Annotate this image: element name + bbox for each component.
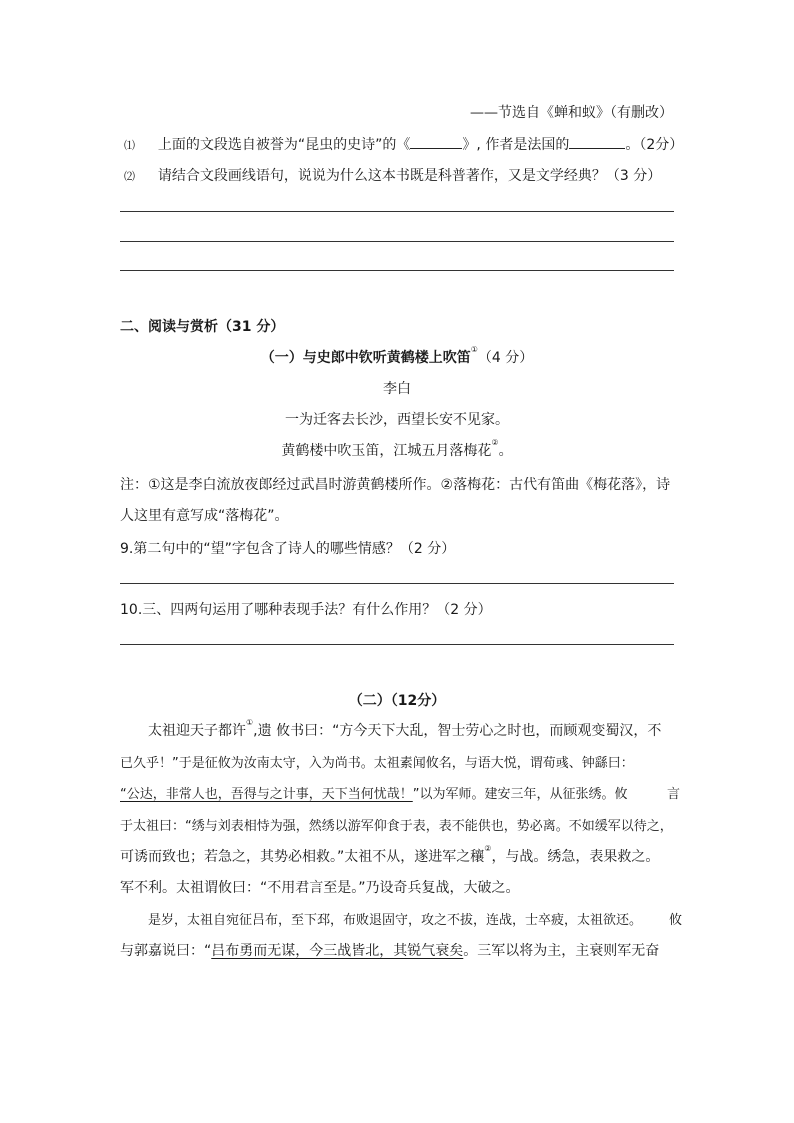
prose-p1-line-1 xyxy=(148,720,661,740)
question-2-text: 请结合文段画线语句，说说为什么这本书既是科普著作，又是文学经典？（3 分） xyxy=(157,168,662,184)
question-1-text-b: 》, 作者是法国的 xyxy=(462,137,570,153)
answer-blank-author[interactable] xyxy=(569,134,625,149)
prose-p1-l3-rest: ”以为军师。建安三年，从征张绣。攸 xyxy=(412,787,628,802)
question-2 xyxy=(124,165,661,185)
prose-footnote-2: ② xyxy=(484,844,492,853)
question-2-number: ⑵ xyxy=(124,170,135,183)
prose-p2-line-2 xyxy=(120,940,659,960)
prose-p1-l1-c: 攸书曰：“方今天下大乱，智士劳心之时也，而顾观变蜀汉，不 xyxy=(271,723,662,739)
prose-p2-l1-text: 是岁，太祖自宛征吕布，至下邳，布败退固守，攻之不拔，连战，士卒疲，太祖欲还。 xyxy=(148,913,643,928)
prose-p1-line-3 xyxy=(120,783,680,802)
answer-blank-book[interactable] xyxy=(410,134,462,149)
poem-line-1: 一为迁客去长沙，西望长安不见家。 xyxy=(285,412,509,428)
poem-title xyxy=(0,347,794,367)
poem-note-line-1: 注：①这是李白流放夜郎经过武昌时游黄鹤楼所作。②落梅花：古代有笛曲《梅花落》，诗 xyxy=(120,477,671,493)
source-citation xyxy=(470,102,673,122)
prose-underlined-quote-2: 吕布勇而无谋，今三战皆北，其锐气衰矣 xyxy=(211,943,464,959)
source-text: 节选自《蝉和蚁》（有删改） xyxy=(498,105,673,121)
answer-line-2[interactable] xyxy=(120,241,674,242)
question-10: 10.三、四两句运用了哪种表现手法？有什么作用？（2 分） xyxy=(120,602,492,618)
poem-score: （4 分） xyxy=(477,350,534,366)
prose-p2-line-1 xyxy=(148,909,682,928)
poem-line-2-footnote: ② xyxy=(491,438,499,447)
answer-line-3[interactable] xyxy=(120,270,674,271)
source-dash: —— xyxy=(470,105,498,121)
prose-p1-l5-text: 可诱而致也；若急之，其势必相救。”太祖不从，遂进军之穰 xyxy=(120,849,485,865)
prose-p1-l1-b: ,遗 xyxy=(253,723,272,739)
prose-p1-line-2: 已久乎！”于是征攸为汝南太守，入为尚书。太祖素闻攸名，与语大悦，谓荀彧、钟繇曰： xyxy=(120,756,634,771)
prose-p1-l1-a: 太祖迎天子都许 xyxy=(148,723,246,739)
poem-title-footnote: ① xyxy=(470,345,478,354)
prose-p2-l2-b: 。三军以将为主，主衰则军无奋 xyxy=(463,943,660,959)
prose-p1-line-6: 军不利。太祖谓攸曰：“不用君言至是。”乃设奇兵复战，大破之。 xyxy=(120,880,520,896)
answer-line-1[interactable] xyxy=(120,211,674,212)
poem-line-2 xyxy=(0,440,794,460)
prose-p1-l3-tail: 言 xyxy=(666,787,680,802)
question-1-text-a: 上面的文段选自被誉为“昆虫的史诗”的《 xyxy=(157,137,411,153)
poem-author: 李白 xyxy=(383,381,411,397)
poem-title-text: （一）与史郎中钦听黄鹤楼上吹笛 xyxy=(260,350,471,366)
prose-footnote-1: ① xyxy=(246,718,254,727)
poem-line-2-text: 黄鹤楼中吹玉笛，江城五月落梅花 xyxy=(281,443,492,459)
prose-p1-line-5 xyxy=(120,846,659,866)
prose-p1-line-4: 于太祖曰：“绣与刘表相恃为强，然绣以游军仰食于表，表不能供也，势必离。不如缓军以待之， xyxy=(120,819,673,834)
prose-p1-l5-end: ，与战。绣急，表果救之。 xyxy=(491,849,660,865)
question-1 xyxy=(124,134,683,154)
question-9: 9.第二句中的“望”字包含了诗人的哪些情感？（2 分） xyxy=(120,541,456,557)
prose-underlined-quote-1: “公达，非常人也，吾得与之计事，天下当何忧哉！ xyxy=(120,787,413,802)
question-1-text-c: 。（2分） xyxy=(625,137,684,153)
question-1-number: ⑴ xyxy=(124,139,135,152)
prose-p2-l1-tail: 攸 xyxy=(668,913,682,928)
answer-line-q9[interactable] xyxy=(120,583,674,584)
answer-line-q10[interactable] xyxy=(120,644,674,645)
poem-note-line-2: 人这里有意写成“落梅花”。 xyxy=(120,508,289,524)
poem-line-2-end: 。 xyxy=(498,443,513,459)
section-heading: 二、阅读与赏析（31 分） xyxy=(120,319,285,335)
prose-title: （二）（12分） xyxy=(348,693,446,709)
prose-p2-l2-a: 与郭嘉说曰：“ xyxy=(120,943,212,959)
